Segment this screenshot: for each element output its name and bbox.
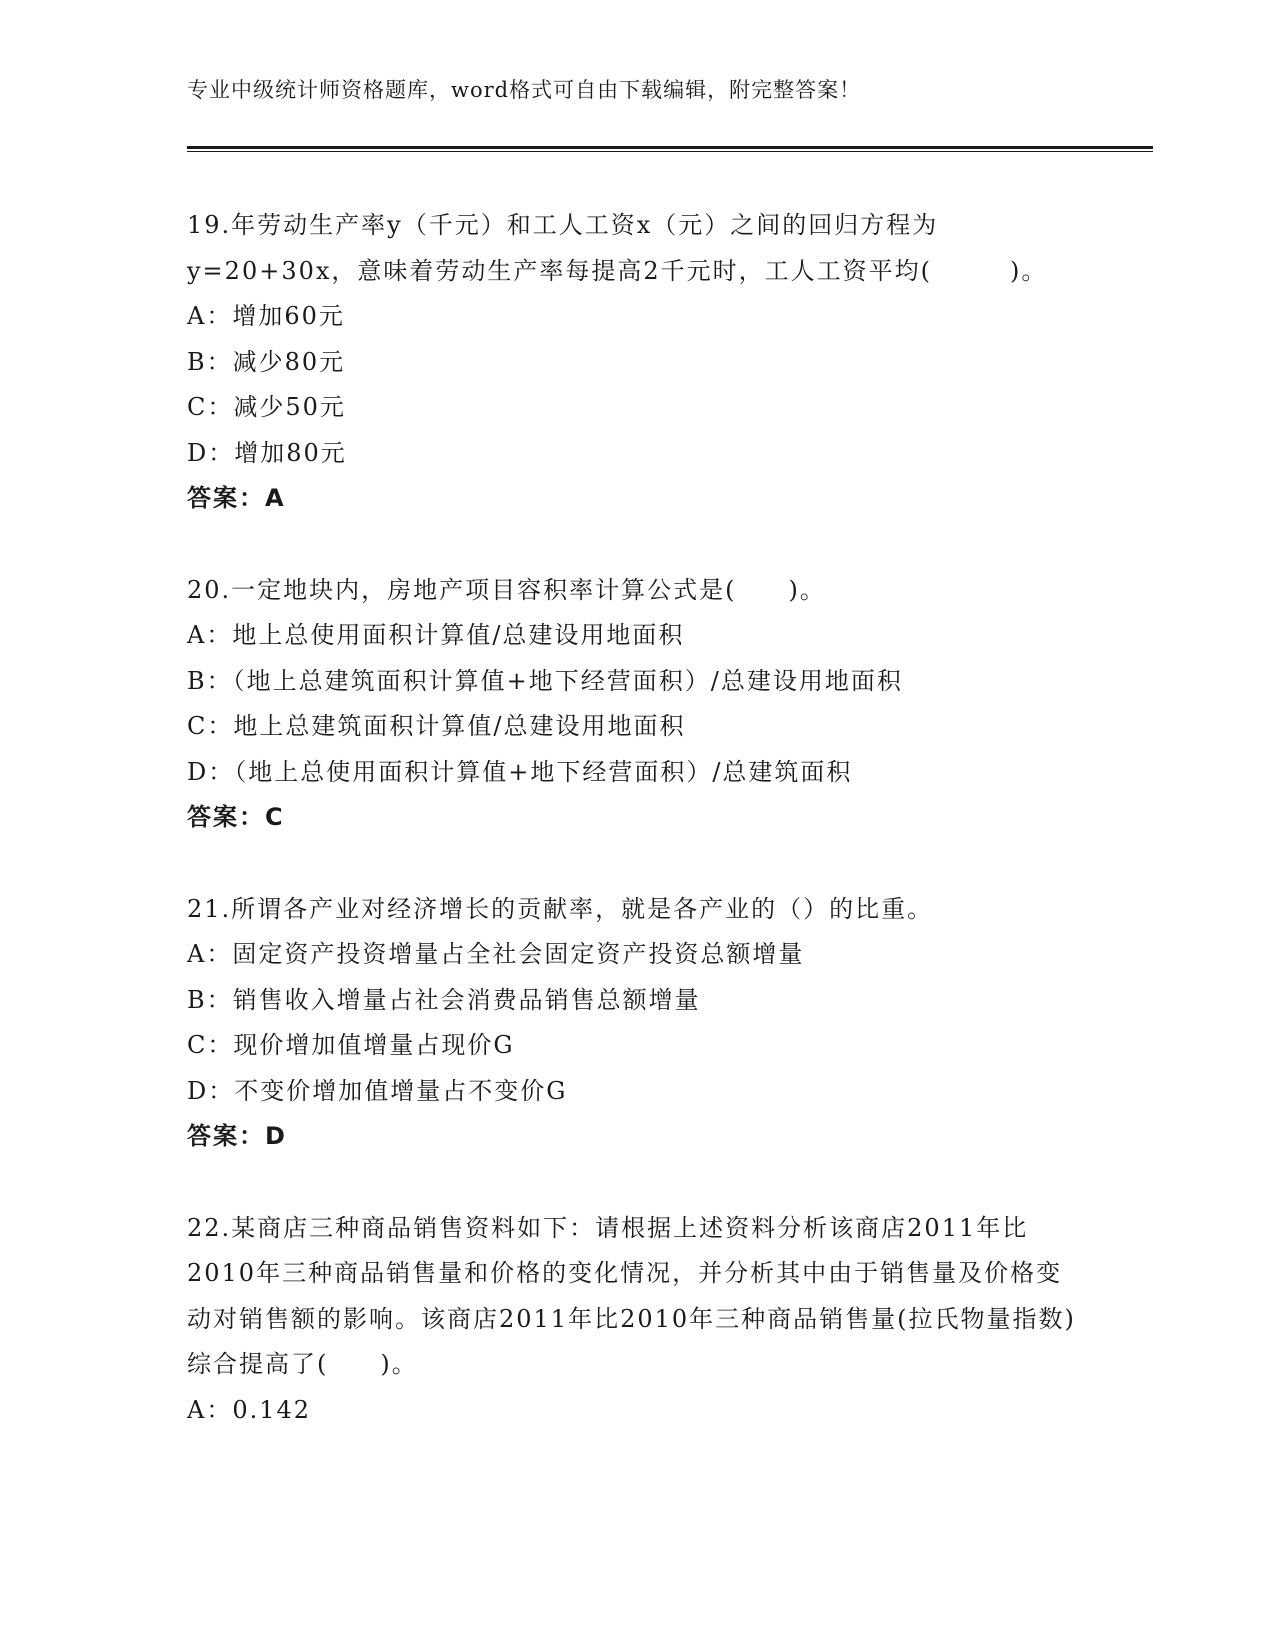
question-stem: 19.年劳动生产率y（千元）和工人工资x（元）之间的回归方程为y=20+30x，意味着劳动生产率每提高2千元时，工人工资平均( )。	[187, 211, 1048, 285]
option-d: D：不变价增加值增量占不变价G	[187, 1076, 568, 1105]
question-22	[187, 1206, 1087, 1434]
option-b: B：销售收入增量占社会消费品销售总额增量	[187, 985, 701, 1014]
question-stem: 21.所谓各产业对经济增长的贡献率，就是各产业的（）的比重。	[187, 894, 934, 923]
option-c: C：现价增加值增量占现价G	[187, 1031, 515, 1059]
option-b: B：（地上总建筑面积计算值+地下经营面积）/总建设用地面积	[187, 666, 903, 695]
option-a: A：固定资产投资增量占全社会固定资产投资总额增量	[187, 940, 805, 968]
option-d: D：增加80元	[187, 438, 347, 467]
option-d: D：（地上总使用面积计算值+地下经营面积）/总建筑面积	[187, 757, 853, 786]
question-stem: 20.一定地块内，房地产项目容积率计算公式是( )。	[187, 575, 826, 604]
option-c: C：地上总建筑面积计算值/总建设用地面积	[187, 712, 686, 740]
answer-line: 答案：A	[187, 484, 286, 512]
header-rule	[187, 146, 1153, 152]
option-a: A：地上总使用面积计算值/总建设用地面积	[187, 621, 685, 649]
question-list	[187, 203, 1087, 1479]
option-a: A：增加60元	[187, 302, 345, 330]
question-stem: 22.某商店三种商品销售资料如下：请根据上述资料分析该商店2011年比2010年三种商品销售量和价格的变化情况，并分析其中由于销售量及价格变动对销售额的影响。该商店2011年比2010年三种商品销售量(拉氏物量指数)综合提高了( )。	[187, 1213, 1076, 1378]
question-21	[187, 887, 1087, 1160]
answer-line: 答案：C	[187, 803, 285, 831]
option-b: B：减少80元	[187, 347, 346, 376]
question-19	[187, 203, 1087, 522]
option-c: C：减少50元	[187, 393, 346, 421]
question-20	[187, 568, 1087, 841]
option-a: A：0.142	[187, 1395, 312, 1424]
page-header: 专业中级统计师资格题库，word格式可自由下载编辑，附完整答案！	[187, 78, 862, 102]
answer-line: 答案：D	[187, 1122, 287, 1150]
